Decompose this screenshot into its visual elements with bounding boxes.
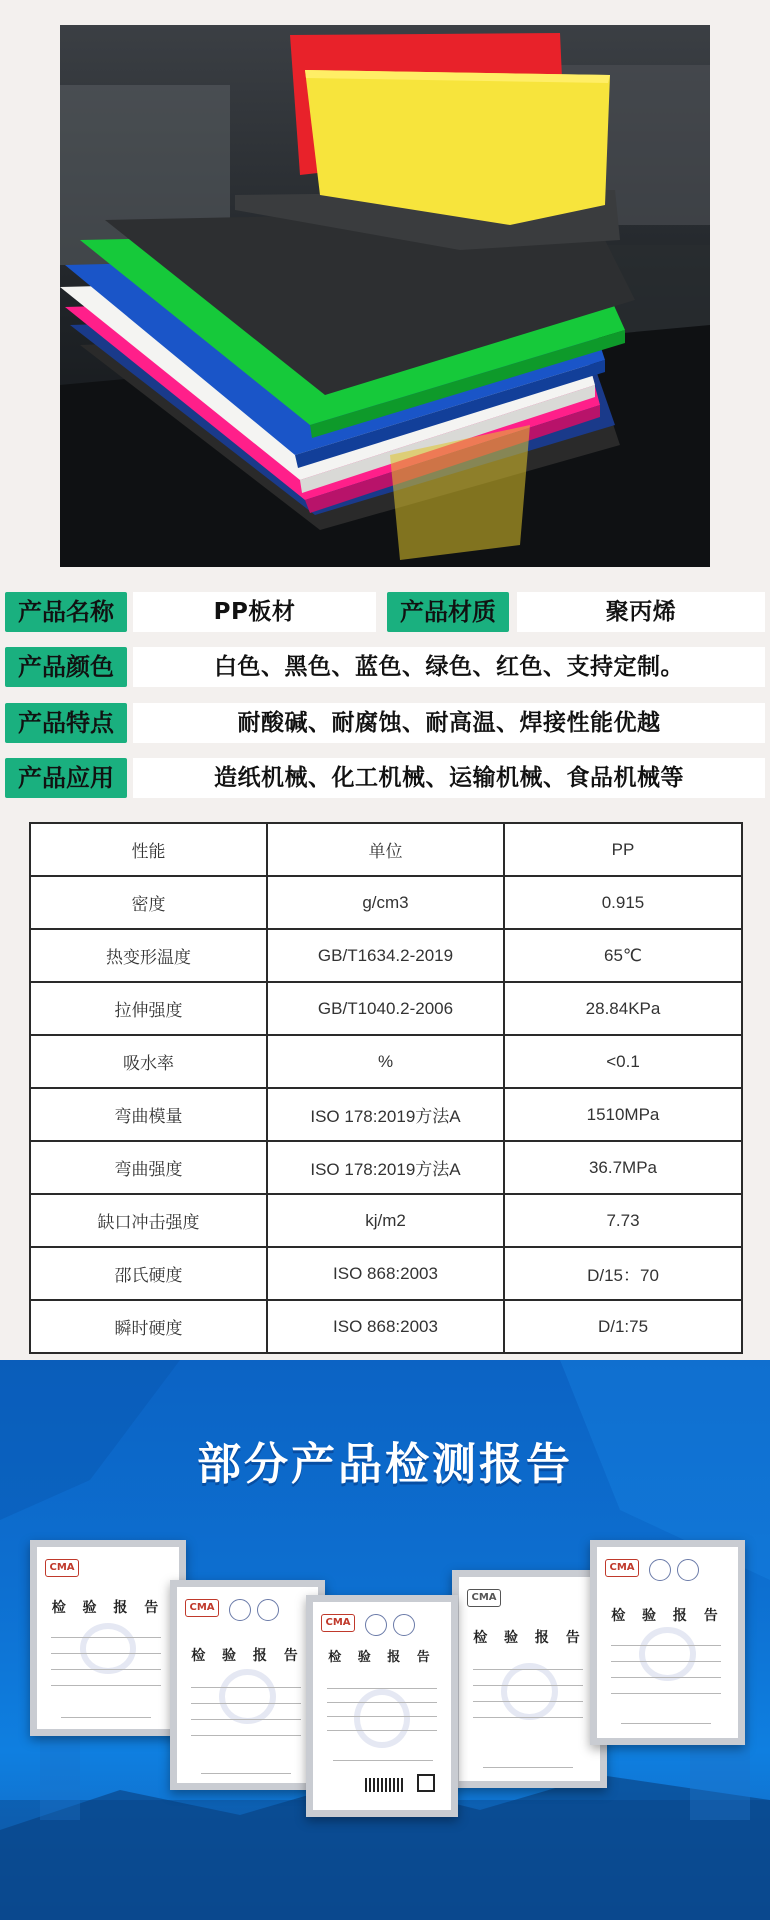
- table-header-cell: 性能: [30, 823, 267, 876]
- watermark-icon: [80, 1623, 137, 1674]
- cnas-icon: [257, 1599, 279, 1621]
- table-cell: 36.7MPa: [504, 1141, 742, 1194]
- table-cell: ISO 868:2003: [267, 1300, 504, 1353]
- cma-mark-icon: CMA: [45, 1559, 79, 1577]
- report-image: [590, 1540, 745, 1745]
- spec-table: [29, 822, 743, 1354]
- watermark-icon: [219, 1669, 275, 1724]
- cert-heading: 检 验 报 告: [611, 1608, 724, 1624]
- table-cell: 弯曲强度: [30, 1141, 267, 1194]
- table-row: [30, 1141, 742, 1194]
- cert-logos: [321, 1614, 443, 1636]
- cert-heading: 检 验 报 告: [191, 1648, 304, 1664]
- table-cell: GB/T1634.2-2019: [267, 929, 504, 982]
- info-row-color: [5, 647, 765, 687]
- table-row: [30, 1035, 742, 1088]
- table-cell: D/15：70: [504, 1247, 742, 1300]
- reports-section: [0, 1360, 770, 1920]
- table-row: [30, 1300, 742, 1353]
- cert-logos: [185, 1599, 310, 1621]
- table-row: [30, 876, 742, 929]
- table-cell: <0.1: [504, 1035, 742, 1088]
- label-product-color: 产品颜色: [5, 647, 127, 687]
- table-cell: D/1:75: [504, 1300, 742, 1353]
- cma-mark-icon: CMA: [467, 1589, 501, 1607]
- report-image: [30, 1540, 186, 1736]
- table-cell: 瞬时硬度: [30, 1300, 267, 1353]
- cma-mark-icon: CMA: [185, 1599, 219, 1617]
- table-cell: 1510MPa: [504, 1088, 742, 1141]
- product-photo: [60, 25, 710, 567]
- label-product-material: 产品材质: [387, 592, 509, 632]
- value-product-name: PP板材: [133, 592, 376, 632]
- table-cell: kj/m2: [267, 1194, 504, 1247]
- label-product-name: 产品名称: [5, 592, 127, 632]
- table-cell: 弯曲模量: [30, 1088, 267, 1141]
- info-row-name-material: [5, 592, 765, 632]
- info-row-features: [5, 703, 765, 743]
- table-header-cell: PP: [504, 823, 742, 876]
- table-cell: ISO 178:2019方法A: [267, 1141, 504, 1194]
- table-cell: ISO 868:2003: [267, 1247, 504, 1300]
- cnas-icon: [677, 1559, 699, 1581]
- seal-icon: [649, 1559, 671, 1581]
- label-product-application: 产品应用: [5, 758, 127, 798]
- value-product-application: 造纸机械、化工机械、运输机械、食品机械等: [133, 758, 765, 798]
- cma-mark-icon: CMA: [321, 1614, 355, 1632]
- table-header-row: [30, 823, 742, 876]
- table-cell: 邵氏硬度: [30, 1247, 267, 1300]
- cma-mark-icon: CMA: [605, 1559, 639, 1577]
- table-cell: 28.84KPa: [504, 982, 742, 1035]
- reports-title: 部分产品检测报告: [197, 1439, 573, 1490]
- report-image: [452, 1570, 607, 1788]
- table-cell: 热变形温度: [30, 929, 267, 982]
- table-row: [30, 929, 742, 982]
- table-cell: 密度: [30, 876, 267, 929]
- table-cell: GB/T1040.2-2006: [267, 982, 504, 1035]
- table-header-cell: 单位: [267, 823, 504, 876]
- table-cell: ISO 178:2019方法A: [267, 1088, 504, 1141]
- table-row: [30, 1088, 742, 1141]
- table-cell: 65℃: [504, 929, 742, 982]
- cert-logos: [605, 1559, 730, 1581]
- watermark-icon: [639, 1627, 695, 1680]
- cert-heading: 检 验 报 告: [328, 1650, 436, 1665]
- qr-code-icon: [417, 1774, 435, 1792]
- report-image: [306, 1595, 458, 1817]
- label-product-features: 产品特点: [5, 703, 127, 743]
- seal-icon: [229, 1599, 251, 1621]
- cnas-icon: [393, 1614, 415, 1636]
- cert-heading: 检 验 报 告: [51, 1600, 165, 1616]
- cert-heading: 检 验 报 告: [473, 1630, 586, 1646]
- table-cell: 吸水率: [30, 1035, 267, 1088]
- table-cell: 拉伸强度: [30, 982, 267, 1035]
- value-product-features: 耐酸碱、耐腐蚀、耐高温、焊接性能优越: [133, 703, 765, 743]
- report-image: [170, 1580, 325, 1790]
- watermark-icon: [354, 1689, 409, 1747]
- table-cell: %: [267, 1035, 504, 1088]
- barcode-icon: [365, 1778, 405, 1792]
- value-product-color: 白色、黑色、蓝色、绿色、红色、支持定制。: [133, 647, 765, 687]
- info-row-application: [5, 758, 765, 798]
- table-row: [30, 982, 742, 1035]
- table-cell: 缺口冲击强度: [30, 1194, 267, 1247]
- value-product-material: 聚丙烯: [517, 592, 765, 632]
- table-cell: g/cm3: [267, 876, 504, 929]
- table-cell: 7.73: [504, 1194, 742, 1247]
- table-cell: 0.915: [504, 876, 742, 929]
- table-row: [30, 1194, 742, 1247]
- cert-logos: [467, 1589, 592, 1611]
- seal-icon: [365, 1614, 387, 1636]
- watermark-icon: [501, 1663, 557, 1720]
- table-row: [30, 1247, 742, 1300]
- cert-logos: [45, 1559, 171, 1581]
